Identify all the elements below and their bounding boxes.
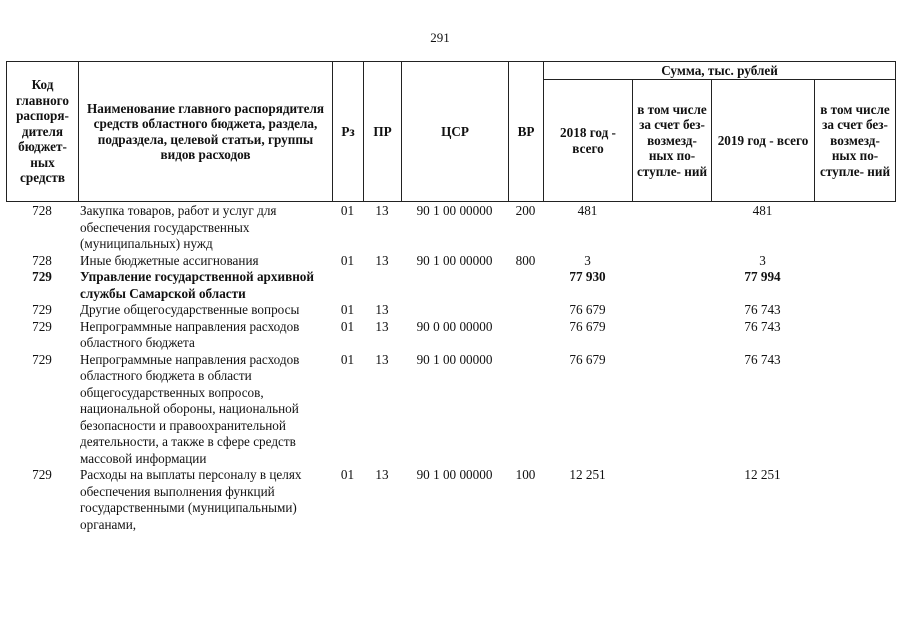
cell-2019-total: 77 994 <box>744 269 781 284</box>
cell-kod: 729 <box>32 318 52 334</box>
cell-2019-total: 3 <box>759 252 766 268</box>
cell-2018-free <box>632 319 711 352</box>
cell-2018-total: 77 930 <box>569 269 606 284</box>
table-row <box>6 467 895 533</box>
cell-pr: 13 <box>375 203 389 218</box>
cell-kod: 729 <box>32 467 52 482</box>
header-2018-free: в том числе за счет без- возмезд- ных по- ступле- ний <box>633 80 712 202</box>
cell-vr <box>508 269 543 302</box>
cell-2018-total: 76 679 <box>569 302 606 317</box>
cell-kod: 728 <box>32 203 52 218</box>
cell-pr: 13 <box>375 351 389 367</box>
cell-kod: 729 <box>32 351 52 367</box>
cell-2019-free <box>814 352 895 468</box>
cell-vr <box>508 352 543 468</box>
header-sum-title: Сумма, тыс. рублей <box>544 62 896 80</box>
cell-csr <box>401 302 508 319</box>
cell-2018-free <box>632 467 711 533</box>
cell-csr: 90 0 00 00000 <box>416 318 493 334</box>
cell-csr: 90 1 00 00000 <box>416 351 493 367</box>
cell-2018-free <box>632 302 711 319</box>
header-name: Наименование главного распорядителя средств областного бюджета, раздела, подраздела, целевой статьи, группы видов расходов <box>79 62 333 202</box>
table-row <box>6 253 895 270</box>
page-number: 291 <box>430 30 450 45</box>
cell-name: Расходы на выплаты персоналу в целях обеспечения выполнения функций государственными (муниципальными) органами, <box>80 467 302 532</box>
table-row <box>6 319 895 352</box>
cell-vr: 800 <box>515 252 536 268</box>
cell-2019-total: 12 251 <box>744 467 781 482</box>
cell-name: Иные бюджетные ассигнования <box>80 252 259 268</box>
cell-pr: 13 <box>375 252 389 268</box>
cell-2018-free <box>632 203 711 253</box>
table-row <box>6 302 895 319</box>
cell-pr: 13 <box>375 302 389 317</box>
cell-2018-total: 481 <box>577 203 598 218</box>
cell-2019-free <box>814 302 895 319</box>
cell-rz: 01 <box>340 467 355 482</box>
cell-2018-total: 76 679 <box>569 351 606 367</box>
cell-2019-free <box>814 319 895 352</box>
cell-vr <box>508 302 543 319</box>
cell-kod: 728 <box>32 252 52 268</box>
cell-2019-free <box>814 467 895 533</box>
cell-2018-total: 3 <box>584 252 591 268</box>
cell-name: Закупка товаров, работ и услуг для обеспечения государственных (муниципальных) нужд <box>80 203 277 251</box>
cell-vr: 100 <box>515 467 536 482</box>
header-rz: Рз <box>333 62 364 202</box>
cell-pr: 13 <box>375 467 389 482</box>
cell-2018-free <box>632 253 711 270</box>
cell-2019-total: 76 743 <box>744 302 781 317</box>
header-2019-free: в том числе за счет без- возмезд- ных по- ступле- ний <box>815 80 896 202</box>
cell-vr <box>508 319 543 352</box>
cell-csr: 90 1 00 00000 <box>416 252 493 268</box>
header-2018-total: 2018 год - всего <box>544 80 633 202</box>
cell-rz: 01 <box>340 203 355 218</box>
cell-rz: 01 <box>340 351 355 367</box>
cell-csr: 90 1 00 00000 <box>416 203 493 218</box>
cell-pr: 13 <box>375 318 389 334</box>
cell-2019-free <box>814 203 895 253</box>
cell-csr <box>401 269 508 302</box>
cell-2018-total: 12 251 <box>569 467 606 482</box>
header-kod: Код главного распоря- дителя бюджет- ных средств <box>7 62 79 202</box>
cell-2018-free <box>632 352 711 468</box>
cell-2019-free <box>814 269 895 302</box>
header-pr: ПР <box>364 62 402 202</box>
cell-rz <box>332 269 363 302</box>
table-row <box>6 203 895 253</box>
cell-name: Другие общегосударственные вопросы <box>80 302 300 317</box>
table-body <box>6 203 895 533</box>
cell-vr: 200 <box>515 203 536 218</box>
table-header <box>6 61 896 202</box>
header-2019-total: 2019 год - всего <box>712 80 815 202</box>
cell-2018-total: 76 679 <box>569 318 606 334</box>
cell-2019-total: 76 743 <box>744 351 781 367</box>
cell-kod: 729 <box>32 302 52 317</box>
table-row <box>6 352 895 468</box>
cell-csr: 90 1 00 00000 <box>416 467 493 482</box>
cell-rz: 01 <box>340 302 355 317</box>
cell-kod: 729 <box>32 269 52 284</box>
cell-name: Непрограммные направления расходов областного бюджета в области общегосударственных вопросов, национальной обороны, национальной безопасности и правоохранительной деятельности, а также в сфере средств массовой информации <box>80 351 300 466</box>
cell-pr <box>363 269 401 302</box>
header-csr: ЦСР <box>402 62 509 202</box>
header-vr: ВР <box>509 62 544 202</box>
cell-rz: 01 <box>340 318 355 334</box>
cell-2019-total: 481 <box>752 203 773 218</box>
cell-2019-total: 76 743 <box>744 318 781 334</box>
table-row <box>6 269 895 302</box>
cell-name: Управление государственной архивной службы Самарской области <box>80 269 314 301</box>
cell-name: Непрограммные направления расходов областного бюджета <box>80 318 300 350</box>
cell-2019-free <box>814 253 895 270</box>
cell-2018-free <box>632 269 711 302</box>
cell-rz: 01 <box>340 252 355 268</box>
